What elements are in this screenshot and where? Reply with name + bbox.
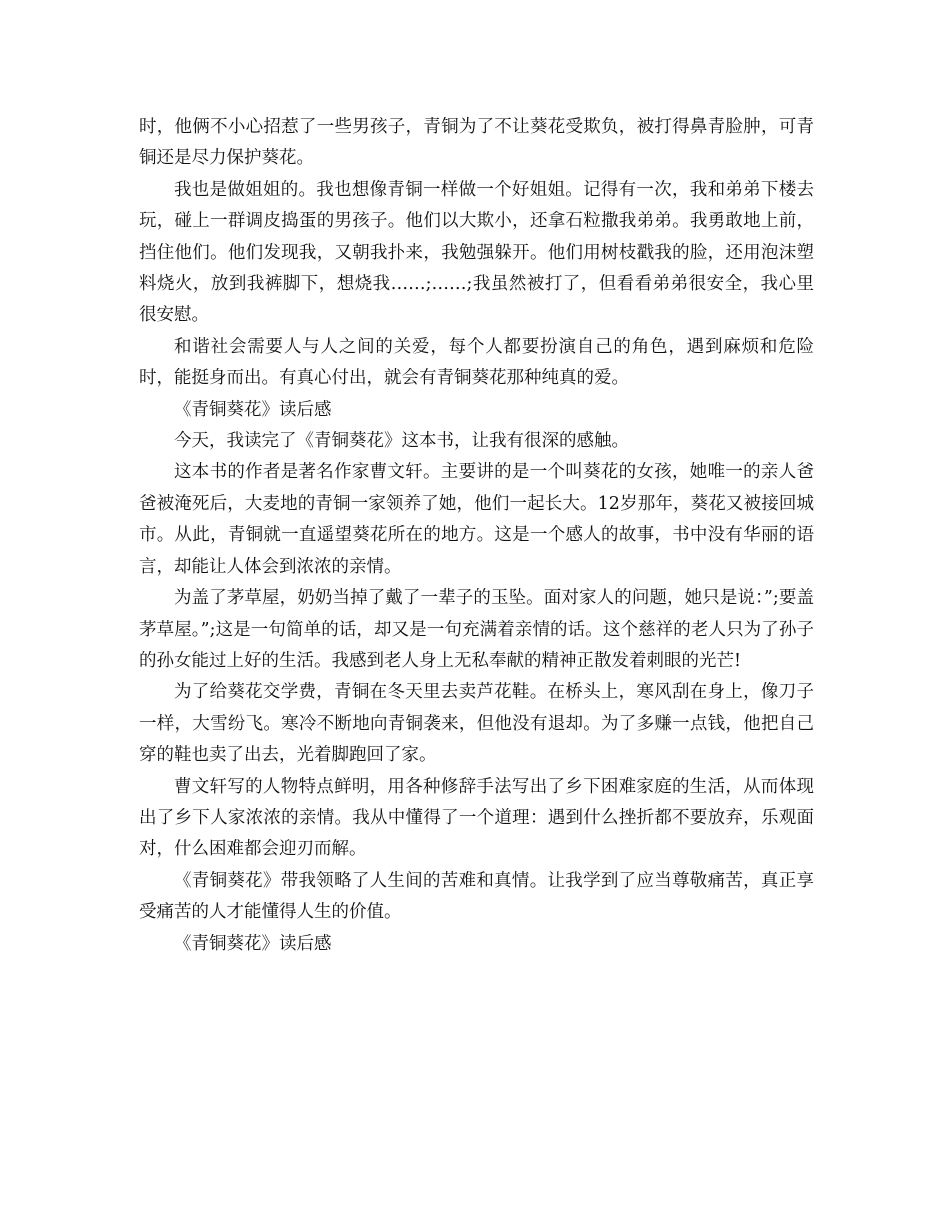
paragraph-intro: 今天，我读完了《青铜葵花》这本书，让我有很深的感触。 bbox=[174, 431, 629, 452]
paragraph-author-style: 曹文轩写的人物特点鲜明，用各种修辞手法写出了乡下困难家庭的生活，从而体现出了乡下人家浓浓的亲情。我从中懂得了一个道理：遇到什么挫折都不要放弃，乐观面对，什么困难都会迎刃而解。 bbox=[139, 776, 814, 860]
document-body bbox=[139, 112, 814, 960]
paragraph-summary: 这本书的作者是著名作家曹文轩。主要讲的是一个叫葵花的女孩，她唯一的亲人爸爸被淹死后，大麦地的青铜一家领养了她，他们一起长大。12岁那年，葵花又被接回城市。从此，青铜就一直遥望葵花所在的地方。这是一个感人的故事，书中没有华丽的语言，却能让人体会到浓浓的亲情。 bbox=[139, 462, 814, 577]
section-title: 《青铜葵花》读后感 bbox=[174, 399, 332, 420]
paragraph-continuation: 时，他俩不小心招惹了一些男孩子，青铜为了不让葵花受欺负，被打得鼻青脸肿，可青铜还是尽力保护葵花。 bbox=[139, 117, 814, 169]
paragraph-harmony: 和谐社会需要人与人之间的关爱，每个人都要扮演自己的角色，遇到麻烦和危险时，能挺身而出。有真心付出，就会有青铜葵花那种纯真的爱。 bbox=[139, 336, 814, 389]
section-title: 《青铜葵花》读后感 bbox=[174, 933, 332, 954]
paragraph-reed-shoes: 为了给葵花交学费，青铜在冬天里去卖芦花鞋。在桥头上，寒风刮在身上，像刀子一样，大雪纷飞。寒冷不断地向青铜袭来，但他没有退却。为了多赚一点钱，他把自己穿的鞋也卖了出去，光着脚跑回了家。 bbox=[139, 682, 814, 766]
paragraph-sister-story: 我也是做姐姐的。我也想像青铜一样做一个好姐姐。记得有一次，我和弟弟下楼去玩，碰上一群调皮捣蛋的男孩子。他们以大欺小，还拿石粒撒我弟弟。我勇敢地上前，挡住他们。他们发现我，又朝我扑来，我勉强躲开。他们用树枝戳我的脸，还用泡沫塑料烧火，放到我裤脚下，想烧我……;……;我虽然被打了，但看看弟弟很安全，我心里很安慰。 bbox=[139, 179, 814, 326]
paragraph-conclusion: 《青铜葵花》带我领略了人生间的苦难和真情。让我学到了应当尊敬痛苦，真正享受痛苦的人才能懂得人生的价值。 bbox=[139, 870, 814, 923]
paragraph-grandma: 为盖了茅草屋，奶奶当掉了戴了一辈子的玉坠。面对家人的问题，她只是说：”;要盖茅草屋。”;这是一句简单的话，却又是一句充满着亲情的话。这个慈祥的老人只为了孙子的孙女能过上好的生活。我感到老人身上无私奉献的精神正散发着刺眼的光芒! bbox=[139, 588, 814, 671]
